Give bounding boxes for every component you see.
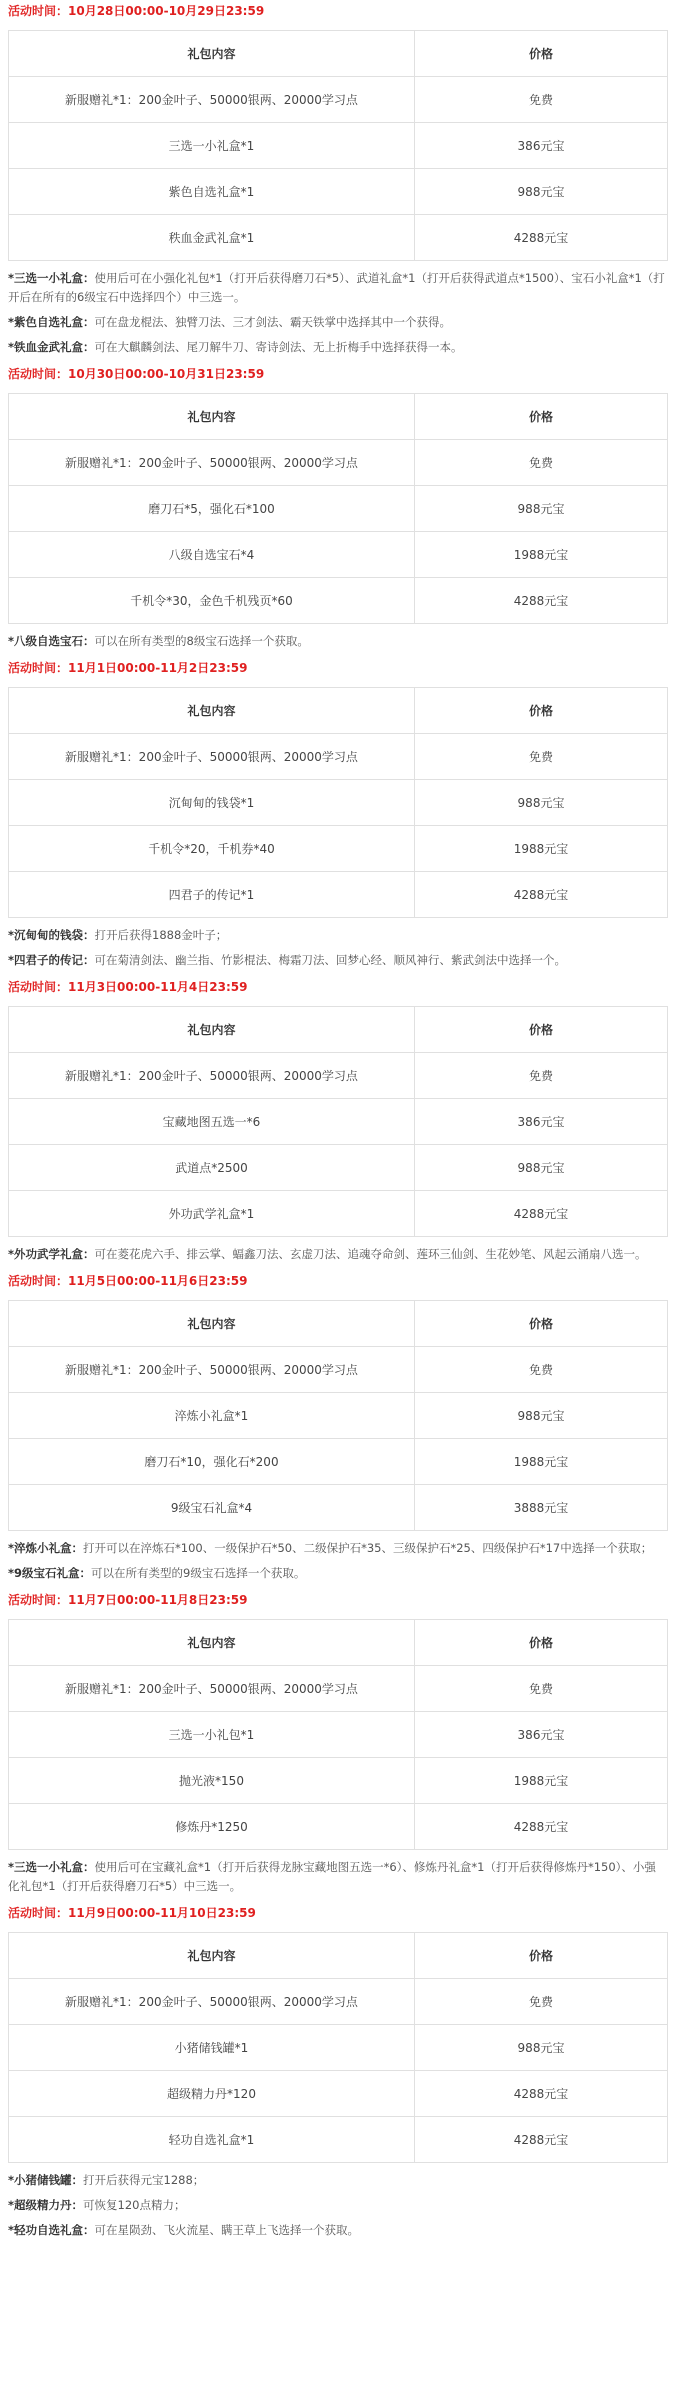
gift-content-cell: 轻功自选礼盒*1 [9,2117,415,2163]
event-section [0,659,673,970]
note-text: 可以在所有类型的8级宝石选择一个获取。 [94,634,309,648]
header-price: 价格 [415,1933,668,1979]
header-content: 礼包内容 [9,31,415,77]
table-header-row [9,1007,668,1053]
table-header-row [9,31,668,77]
note-label: *淬炼小礼盒： [8,1541,84,1555]
table-row [9,1712,668,1758]
gift-price-cell: 386元宝 [415,123,668,169]
gift-price-cell: 386元宝 [415,1712,668,1758]
gift-price-cell: 4288元宝 [415,872,668,918]
table-row [9,1439,668,1485]
table-row [9,1191,668,1237]
gift-content-cell: 新服赠礼*1：200金叶子、50000银两、20000学习点 [9,1347,415,1393]
gift-price-cell: 988元宝 [415,169,668,215]
event-time-title: 活动时间：10月28日00:00-10月29日23:59 [8,4,265,18]
table-row [9,1393,668,1439]
gift-schedule-document [0,2,673,2240]
table-row [9,1145,668,1191]
gift-price-cell: 免费 [415,1347,668,1393]
event-time-title: 活动时间：11月7日00:00-11月8日23:59 [8,1593,248,1607]
table-row [9,1053,668,1099]
table-row [9,1979,668,2025]
gift-pack-table [8,1619,668,1850]
gift-notes [8,2171,665,2240]
table-row [9,1758,668,1804]
gift-pack-table [8,30,668,261]
note-text: 打开后获得1888金叶子； [94,928,228,942]
gift-content-cell: 沉甸甸的钱袋*1 [9,780,415,826]
table-row [9,486,668,532]
table-row [9,2025,668,2071]
table-row [9,1347,668,1393]
gift-price-cell: 4288元宝 [415,2071,668,2117]
gift-content-cell: 新服赠礼*1：200金叶子、50000银两、20000学习点 [9,1979,415,2025]
gift-note [8,2196,665,2215]
event-time-title: 活动时间：11月5日00:00-11月6日23:59 [8,1274,248,1288]
table-row [9,780,668,826]
gift-note [8,313,665,332]
header-price: 价格 [415,1301,668,1347]
gift-note [8,926,665,945]
gift-price-cell: 988元宝 [415,1393,668,1439]
gift-price-cell: 4288元宝 [415,578,668,624]
note-text: 可在星陨劲、飞火流星、瞒王草上飞选择一个获取。 [94,2223,360,2237]
event-section [0,1904,673,2240]
note-text: 打开可以在淬炼石*100、一级保护石*50、二级保护石*35、三级保护石*25、四级保护石*17中选择一个获取； [83,1541,653,1555]
event-time-title: 活动时间：10月30日00:00-10月31日23:59 [8,367,265,381]
note-label: *三选一小礼盒： [8,1860,95,1874]
gift-content-cell: 磨刀石*5，强化石*100 [9,486,415,532]
table-row [9,440,668,486]
gift-price-cell: 1988元宝 [415,1439,668,1485]
table-row [9,1666,668,1712]
note-text: 使用后可在小强化礼包*1（打开后获得磨刀石*5）、武道礼盒*1（打开后获得武道点*1500）、宝石小礼盒*1（打开后在所有的6级宝石中选择四个）中三选一。 [8,271,665,304]
gift-notes [8,632,665,651]
gift-notes [8,1539,665,1583]
gift-note [8,338,665,357]
gift-note [8,2221,665,2240]
header-price: 价格 [415,1620,668,1666]
table-row [9,1485,668,1531]
gift-price-cell: 4288元宝 [415,1191,668,1237]
gift-price-cell: 1988元宝 [415,826,668,872]
gift-content-cell: 三选一小礼盒*1 [9,123,415,169]
table-row [9,123,668,169]
table-row [9,872,668,918]
gift-note [8,2171,665,2190]
gift-note [8,632,665,651]
gift-content-cell: 千机令*20，千机券*40 [9,826,415,872]
gift-pack-table [8,393,668,624]
table-header-row [9,688,668,734]
gift-content-cell: 紫色自选礼盒*1 [9,169,415,215]
header-price: 价格 [415,1007,668,1053]
gift-content-cell: 磨刀石*10，强化石*200 [9,1439,415,1485]
header-price: 价格 [415,394,668,440]
table-header-row [9,394,668,440]
event-time-title: 活动时间：11月3日00:00-11月4日23:59 [8,980,248,994]
note-label: *四君子的传记： [8,953,95,967]
gift-content-cell: 新服赠礼*1：200金叶子、50000银两、20000学习点 [9,1053,415,1099]
gift-content-cell: 修炼丹*1250 [9,1804,415,1850]
note-text: 可在大麒麟剑法、尾刀解牛刀、寄诗剑法、无上折梅手中选择获得一本。 [94,340,463,354]
event-section [0,2,673,357]
gift-price-cell: 免费 [415,1979,668,2025]
event-time-title: 活动时间：11月1日00:00-11月2日23:59 [8,661,248,675]
table-row [9,1099,668,1145]
table-row [9,215,668,261]
gift-content-cell: 抛光液*150 [9,1758,415,1804]
gift-pack-table [8,1932,668,2163]
event-section [0,1272,673,1583]
gift-content-cell: 秩血金武礼盒*1 [9,215,415,261]
gift-content-cell: 9级宝石礼盒*4 [9,1485,415,1531]
header-content: 礼包内容 [9,1301,415,1347]
gift-pack-table [8,1006,668,1237]
gift-price-cell: 988元宝 [415,486,668,532]
gift-content-cell: 小猪储钱罐*1 [9,2025,415,2071]
gift-content-cell: 千机令*30，金色千机残页*60 [9,578,415,624]
table-header-row [9,1301,668,1347]
gift-price-cell: 免费 [415,77,668,123]
note-text: 可在菊清剑法、幽兰指、竹影棍法、梅霜刀法、回梦心经、顺风神行、紫武剑法中选择一个。 [94,953,567,967]
gift-content-cell: 八级自选宝石*4 [9,532,415,578]
header-content: 礼包内容 [9,1933,415,1979]
header-content: 礼包内容 [9,394,415,440]
gift-content-cell: 三选一小礼包*1 [9,1712,415,1758]
gift-content-cell: 新服赠礼*1：200金叶子、50000银两、20000学习点 [9,734,415,780]
gift-note [8,1564,665,1583]
event-section [0,978,673,1264]
gift-price-cell: 4288元宝 [415,1804,668,1850]
event-section [0,365,673,651]
note-label: *超级精力丹： [8,2198,84,2212]
table-row [9,826,668,872]
gift-price-cell: 免费 [415,1666,668,1712]
gift-pack-table [8,687,668,918]
table-header-row [9,1620,668,1666]
gift-price-cell: 988元宝 [415,1145,668,1191]
table-header-row [9,1933,668,1979]
gift-price-cell: 988元宝 [415,2025,668,2071]
note-label: *外功武学礼盒： [8,1247,95,1261]
header-price: 价格 [415,31,668,77]
note-label: *轻功自选礼盒： [8,2223,95,2237]
gift-content-cell: 超级精力丹*120 [9,2071,415,2117]
note-text: 可在菱花虎六手、排云掌、蝠鑫刀法、玄虚刀法、追魂夺命剑、莲环三仙剑、生花妙笔、风起云涌扇八选一。 [94,1247,647,1261]
header-price: 价格 [415,688,668,734]
table-row [9,734,668,780]
gift-price-cell: 4288元宝 [415,215,668,261]
gift-notes [8,1858,665,1896]
gift-notes [8,926,665,970]
header-content: 礼包内容 [9,1007,415,1053]
gift-notes [8,1245,665,1264]
gift-content-cell: 四君子的传记*1 [9,872,415,918]
gift-note [8,1245,665,1264]
note-label: *铁血金武礼盒： [8,340,95,354]
table-row [9,2117,668,2163]
gift-content-cell: 宝藏地图五选一*6 [9,1099,415,1145]
gift-price-cell: 1988元宝 [415,532,668,578]
note-label: *沉甸甸的钱袋： [8,928,95,942]
gift-price-cell: 免费 [415,1053,668,1099]
gift-price-cell: 免费 [415,440,668,486]
table-row [9,77,668,123]
gift-price-cell: 386元宝 [415,1099,668,1145]
note-label: *三选一小礼盒： [8,271,95,285]
table-row [9,2071,668,2117]
note-text: 可以在所有类型的9级宝石选择一个获取。 [91,1566,306,1580]
gift-pack-table [8,1300,668,1531]
table-row [9,1804,668,1850]
gift-note [8,269,665,307]
gift-content-cell: 淬炼小礼盒*1 [9,1393,415,1439]
event-section [0,1591,673,1896]
header-content: 礼包内容 [9,688,415,734]
gift-content-cell: 新服赠礼*1：200金叶子、50000银两、20000学习点 [9,1666,415,1712]
note-text: 打开后获得元宝1288； [83,2173,205,2187]
gift-price-cell: 3888元宝 [415,1485,668,1531]
gift-content-cell: 武道点*2500 [9,1145,415,1191]
gift-content-cell: 新服赠礼*1：200金叶子、50000银两、20000学习点 [9,77,415,123]
table-row [9,532,668,578]
event-time-title: 活动时间：11月9日00:00-11月10日23:59 [8,1906,256,1920]
gift-price-cell: 免费 [415,734,668,780]
gift-note [8,1858,665,1896]
note-label: *小猪储钱罐： [8,2173,84,2187]
gift-price-cell: 4288元宝 [415,2117,668,2163]
gift-notes [8,269,665,357]
note-label: *9级宝石礼盒： [8,1566,92,1580]
note-label: *八级自选宝石： [8,634,95,648]
table-row [9,169,668,215]
note-text: 使用后可在宝藏礼盒*1（打开后获得龙脉宝藏地图五选一*6）、修炼丹礼盒*1（打开后获得修炼丹*150）、小强化礼包*1（打开后获得磨刀石*5）中三选一。 [8,1860,656,1893]
gift-content-cell: 新服赠礼*1：200金叶子、50000银两、20000学习点 [9,440,415,486]
header-content: 礼包内容 [9,1620,415,1666]
table-row [9,578,668,624]
gift-note [8,951,665,970]
gift-content-cell: 外功武学礼盒*1 [9,1191,415,1237]
note-label: *紫色自选礼盒： [8,315,95,329]
gift-price-cell: 1988元宝 [415,1758,668,1804]
gift-note [8,1539,665,1558]
gift-price-cell: 988元宝 [415,780,668,826]
note-text: 可在盘龙棍法、独臂刀法、三才剑法、霸天铁掌中选择其中一个获得。 [94,315,452,329]
note-text: 可恢复120点精力； [83,2198,186,2212]
